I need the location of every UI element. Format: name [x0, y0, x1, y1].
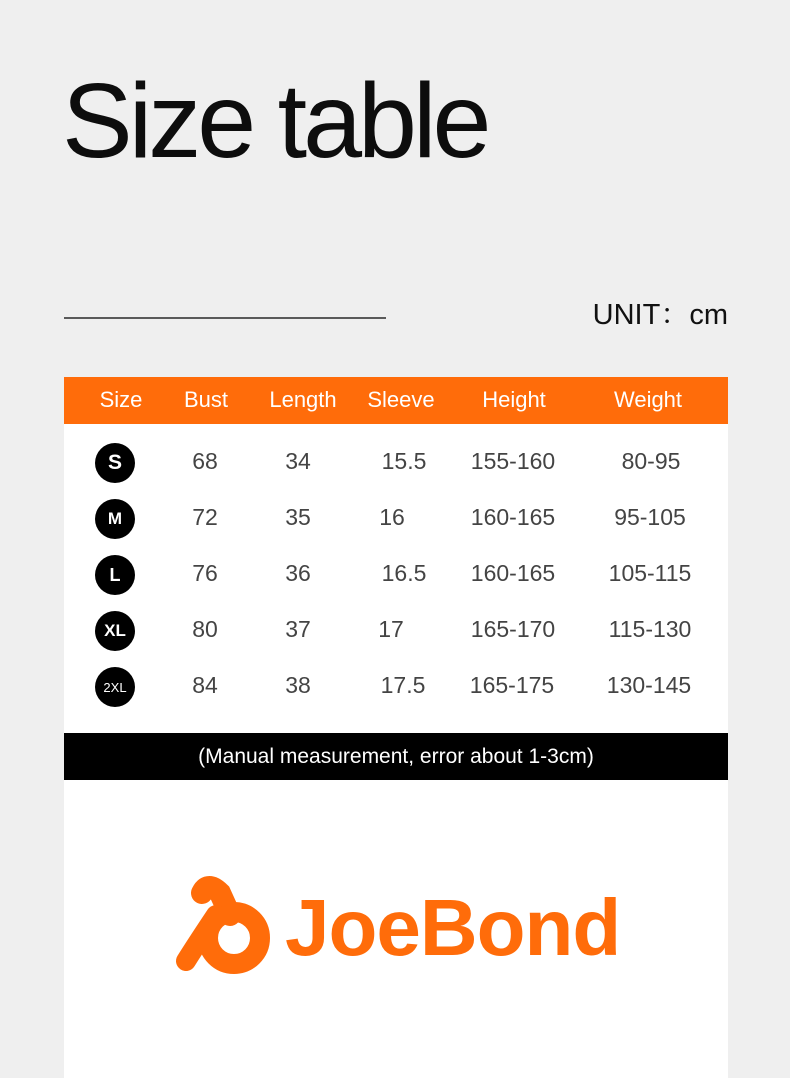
table-row	[64, 659, 728, 715]
header-length: Length	[269, 387, 337, 412]
size-badge: 2XL	[95, 667, 135, 707]
height-value: 165-175	[469, 672, 555, 698]
length-value: 36	[285, 560, 311, 586]
length-value: 34	[285, 448, 311, 474]
height-value: 155-160	[470, 448, 556, 474]
table-row	[64, 547, 728, 603]
size-table-panel	[64, 377, 728, 1078]
sleeve-value: 17.5	[380, 672, 426, 698]
sleeve-value: 16.5	[381, 560, 427, 586]
table-row	[64, 435, 728, 491]
table-row	[64, 603, 728, 659]
brand-name: JoeBond	[285, 883, 621, 972]
table-row	[64, 491, 728, 547]
height-value: 160-165	[470, 504, 556, 530]
header-height: Height	[482, 387, 546, 412]
weight-value: 105-115	[608, 560, 692, 586]
bust-value: 72	[192, 504, 218, 530]
brand-mark-icon	[172, 875, 282, 985]
header-bust: Bust	[183, 387, 229, 412]
divider-line	[64, 317, 386, 319]
bust-value: 76	[192, 560, 218, 586]
measurement-note: (Manual measurement, error about 1-3cm)	[64, 733, 728, 780]
table-header	[64, 377, 728, 424]
length-value: 38	[285, 672, 311, 698]
height-value: 160-165	[470, 560, 556, 586]
sleeve-value: 17	[378, 616, 404, 642]
header-size: Size	[99, 387, 143, 412]
sleeve-value: 16	[379, 504, 405, 530]
bust-value: 68	[192, 448, 218, 474]
size-badge: M	[95, 499, 135, 539]
size-badge: XL	[95, 611, 135, 651]
unit-label: UNIT：cm	[592, 299, 728, 331]
bust-value: 84	[192, 672, 218, 698]
weight-value: 95-105	[614, 504, 686, 530]
size-badge: L	[95, 555, 135, 595]
sleeve-value: 15.5	[381, 448, 427, 474]
length-value: 35	[285, 504, 311, 530]
length-value: 37	[285, 616, 311, 642]
weight-value: 115-130	[608, 616, 692, 642]
header-weight: Weight	[613, 387, 683, 412]
height-value: 165-170	[470, 616, 556, 642]
weight-value: 80-95	[621, 448, 681, 474]
brand-logo	[172, 875, 642, 985]
header-sleeve: Sleeve	[367, 387, 435, 412]
page-title: Size table	[62, 62, 488, 180]
bust-value: 80	[192, 616, 218, 642]
size-badge: S	[95, 443, 135, 483]
weight-value: 130-145	[606, 672, 692, 698]
